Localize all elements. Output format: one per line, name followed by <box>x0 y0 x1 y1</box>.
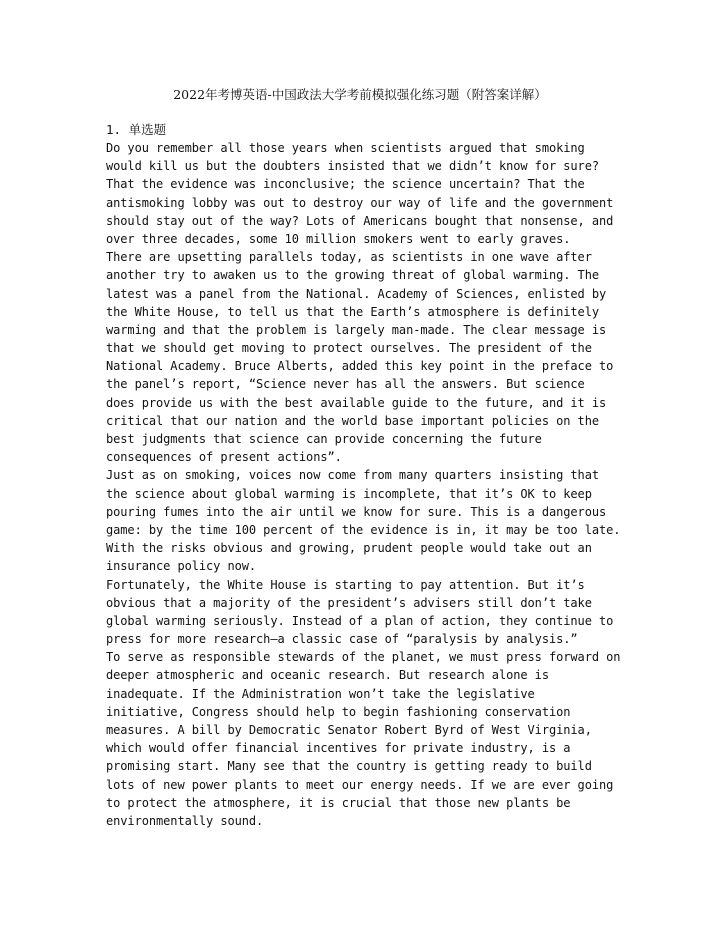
passage-line: the White House, to tell us that the Earth’s atmosphere is definitely <box>106 304 599 319</box>
passage-line: environmentally sound. <box>106 813 264 828</box>
passage-line: Do you remember all those years when scientists argued that smoking <box>106 141 585 155</box>
passage-line: best judgments that science can provide concerning the future <box>106 432 542 446</box>
passage-line: over three decades, some 10 million smokers went to early graves. <box>106 231 571 246</box>
passage-line: to protect the atmosphere, it is crucial that those new plants be <box>106 795 571 810</box>
passage-line: pouring fumes into the air until we know for sure. This is a dangerous <box>106 504 607 519</box>
passage-body <box>106 139 666 830</box>
passage-line: Just as on smoking, voices now come from many quarters insisting that <box>106 468 599 483</box>
passage-line: warming and that the problem is largely man-made. The clear message is <box>106 322 607 337</box>
passage-line: There are upsetting parallels today, as scientists in one wave after <box>106 250 592 265</box>
passage-line: game: by the time 100 percent of the evidence is in, it may be too late. <box>106 522 621 537</box>
passage-line: deeper atmospheric and oceanic research. But research alone is <box>106 668 549 683</box>
passage-line: would kill us but the doubters insisted that we didn’t know for sure? <box>106 159 599 174</box>
passage-line: another try to awaken us to the growing threat of global warming. The <box>106 268 599 283</box>
passage-line: With the risks obvious and growing, prudent people would take out an <box>106 541 592 556</box>
passage-line: which would offer financial incentives for private industry, is a <box>106 741 571 756</box>
passage-line: National Academy. Bruce Alberts, added this key point in the preface to <box>106 359 614 374</box>
passage-line: global warming seriously. Instead of a plan of action, they continue to <box>106 613 614 628</box>
passage-line: initiative, Congress should help to begin fashioning conservation <box>106 704 571 719</box>
passage-line: obvious that a majority of the president’s advisers still don’t take <box>106 595 592 610</box>
passage-line: the panel’s report, “Science never has all the answers. But science <box>106 377 585 392</box>
passage-line: promising start. Many see that the country is getting ready to build <box>106 759 592 774</box>
document-title: 2022年考博英语-中国政法大学考前模拟强化练习题（附答案详解） <box>173 87 547 102</box>
passage-line: To serve as responsible stewards of the planet, we must press forward on <box>106 650 621 665</box>
passage-line: inadequate. If the Administration won’t take the legislative <box>106 686 535 701</box>
passage-line: critical that our nation and the world base important policies on the <box>106 413 599 428</box>
passage-line: latest was a panel from the National. Academy of Sciences, enlisted by <box>106 286 607 301</box>
passage-line: That the evidence was inconclusive; the science uncertain? That the <box>106 177 585 192</box>
passage-line: insurance policy now. <box>106 559 257 574</box>
passage-line: measures. A bill by Democratic Senator Robert Byrd of West Virginia, <box>106 723 592 737</box>
section-heading: 1. 单选题 <box>106 122 167 137</box>
passage-line: the science about global warming is incomplete, that it’s OK to keep <box>106 486 592 501</box>
passage-line: press for more research—a classic case of “paralysis by analysis.” <box>106 632 578 647</box>
passage-line: that we should get moving to protect ourselves. The president of the <box>106 341 592 356</box>
passage-line: consequences of present actions”. <box>106 450 342 465</box>
passage-line: Fortunately, the White House is starting to pay attention. But it’s <box>106 577 585 592</box>
passage-line: antismoking lobby was out to destroy our way of life and the government <box>106 195 614 210</box>
passage-line: does provide us with the best available guide to the future, and it is <box>106 395 607 410</box>
passage-line: lots of new power plants to meet our energy needs. If we are ever going <box>106 777 614 792</box>
passage-line: should stay out of the way? Lots of Americans bought that nonsense, and <box>106 213 614 228</box>
